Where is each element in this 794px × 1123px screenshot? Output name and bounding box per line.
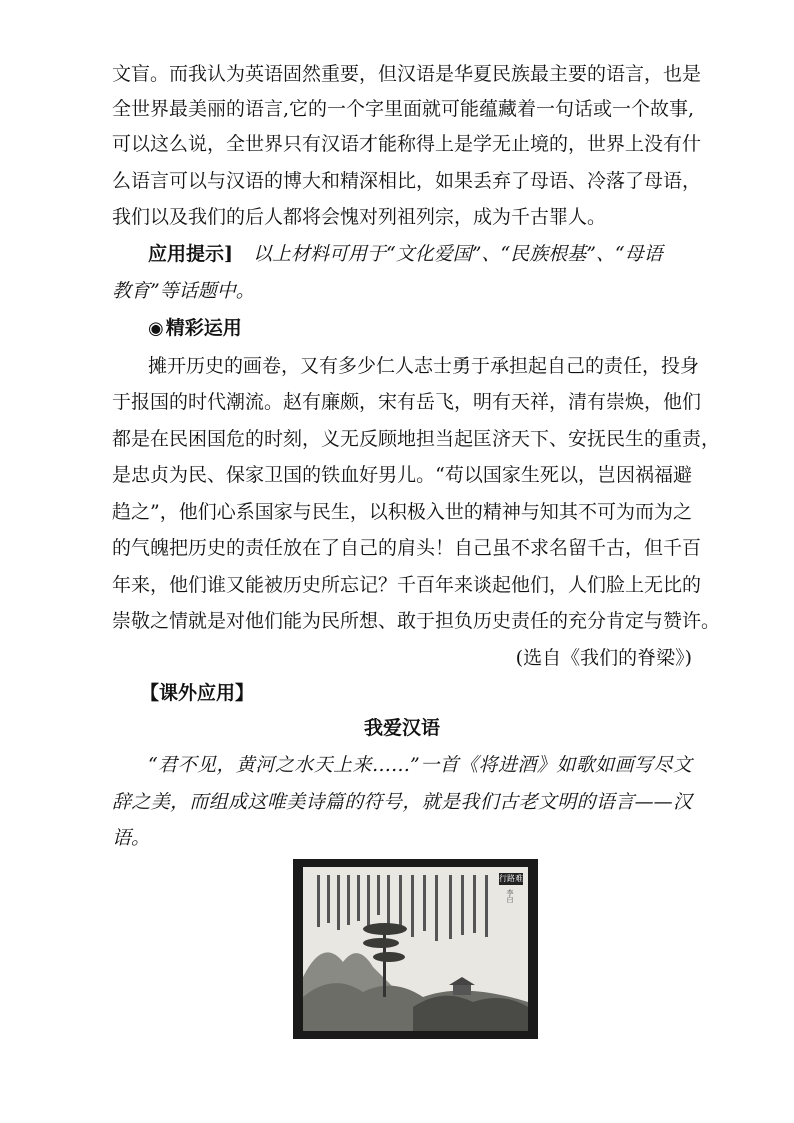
- application-hint: [148, 242, 692, 266]
- usage-line-2: 于报国的时代潮流。赵有廉颇，宋有岳飞，明有天祥，清有崇焕，他们: [112, 391, 702, 413]
- usage-line-3: 都是在民困国危的时刻，义无反顾地担当起匡济天下、安抚民生的重责，: [112, 428, 721, 450]
- seal-title: 行路难: [499, 874, 523, 883]
- pavilion-roof: [449, 977, 475, 985]
- usage-line-5: 趋之”，他们心系国家与民生，以积极入世的精神与知其不可为而为之: [112, 501, 692, 523]
- circle-bullet-icon: ◉: [148, 318, 164, 339]
- essay-line-3: 语。: [112, 827, 151, 849]
- pine-canopy-mid: [363, 938, 399, 948]
- figure-author: 李白: [506, 889, 514, 903]
- calligraphy-landscape-image: [293, 859, 538, 1039]
- usage-heading: [148, 316, 728, 341]
- intro-line-1: 文盲。而我认为英语固然重要，但汉语是华夏民族最主要的语言，也是: [112, 63, 702, 85]
- image-canvas: [303, 867, 528, 1031]
- hint-text-line2: 教育”等话题中。: [112, 280, 255, 302]
- intro-line-2: 全世界最美丽的语言,它的一个字里面就可能蕴藏着一句话或一个故事,: [112, 98, 695, 120]
- foreground-hill: [413, 996, 528, 1031]
- hint-text-line1: 以上材料可用于“文化爱国”、“民族根基”、“母语: [253, 243, 663, 265]
- usage-heading-title: 精彩运用: [165, 317, 242, 339]
- usage-line-6: 的气魄把历史的责任放在了自己的肩头！自己虽不求名留千古，但千百: [112, 537, 702, 559]
- ink-landscape-drawing: [303, 867, 528, 1031]
- section-heading: 【课外应用】: [140, 682, 255, 704]
- hint-label: 应用提示]: [148, 243, 233, 265]
- essay-line-2: 辞之美，而组成这唯美诗篇的符号，就是我们古老文明的语言——汉: [112, 791, 692, 813]
- usage-line-7: 年来，他们谁又能被历史所忘记？千百年来谈起他们，人们脸上无比的: [112, 574, 702, 596]
- pine-trunk: [383, 927, 386, 997]
- essay-title: 我爱汉语: [363, 717, 440, 739]
- intro-line-5: 我们以及我们的后人都将会愧对列祖列宗，成为千古罪人。: [112, 206, 607, 228]
- usage-line-4: 是忠贞为民、保家卫国的铁血好男儿。“苟以国家生死以，岂因祸福避: [112, 464, 692, 486]
- pine-canopy-top: [363, 923, 407, 935]
- pine-canopy-low: [373, 952, 405, 962]
- essay-line-1: “君不见，黄河之水天上来……”一首《将进酒》如歌如画写尽文: [148, 754, 692, 776]
- intro-line-4: 么语言可以与汉语的博大和精深相比，如果丢弃了母语、冷落了母语，: [112, 170, 702, 192]
- intro-line-3: 可以这么说，全世界只有汉语才能称得上是学无止境的，世界上没有什: [112, 133, 702, 155]
- source-citation: (选自《我们的脊梁》): [515, 647, 692, 669]
- usage-line-8: 崇敬之情就是对他们能为民所想、敢于担负历史责任的充分肯定与赞许。: [112, 610, 721, 632]
- usage-line-1: 摊开历史的画卷，又有多少仁人志士勇于承担起自己的责任，投身: [148, 355, 700, 377]
- pavilion: [453, 985, 471, 995]
